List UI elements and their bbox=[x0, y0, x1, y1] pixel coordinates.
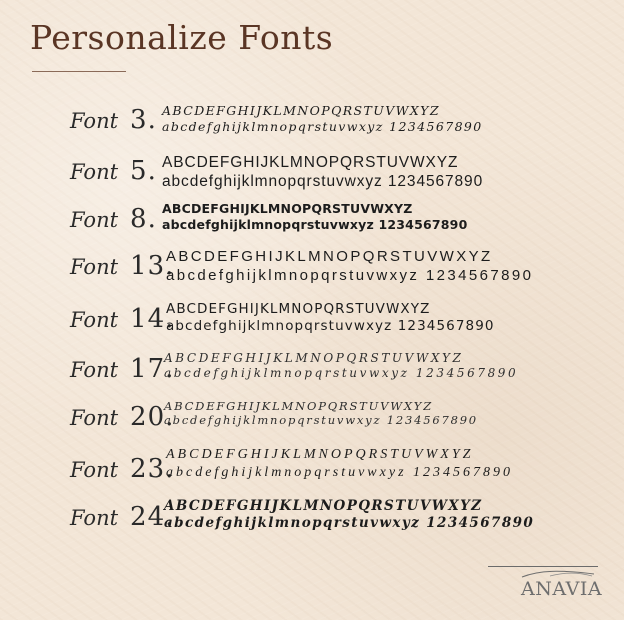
font-label: Font 8. bbox=[70, 204, 157, 234]
lowercase-sample: abcdefghijklmnopqrstuvwxyz 1234567890 bbox=[162, 216, 468, 232]
font-sample bbox=[162, 153, 483, 192]
font-label: Font 20. bbox=[70, 402, 175, 432]
lowercase-sample: abcdefghijklmnopqrstuvwxyz 1234567890 bbox=[164, 514, 535, 531]
font-number: 13. bbox=[130, 251, 175, 281]
uppercase-sample: ABCDEFGHIJKLMNOPQRSTUVWXYZ bbox=[166, 447, 474, 462]
font-label: Font 5. bbox=[70, 156, 157, 186]
font-label: Font 23. bbox=[70, 454, 175, 484]
font-number: 3. bbox=[130, 105, 157, 135]
uppercase-sample: ABCDEFGHIJKLMNOPQRSTUVWXYZ bbox=[164, 399, 433, 413]
brand-logo: ANAVIA bbox=[521, 578, 603, 600]
font-number: 5. bbox=[130, 156, 157, 186]
lowercase-sample: abcdefghijklmnopqrstuvwxyz 1234567890 bbox=[162, 173, 484, 191]
lowercase-sample: abcdefghijklmnopqrstuvwxyz 1234567890 bbox=[166, 464, 514, 480]
font-number: 23. bbox=[130, 454, 175, 484]
font-sample bbox=[162, 201, 467, 232]
uppercase-sample: ABCDEFGHIJKLMNOPQRSTUVWXYZ bbox=[164, 498, 483, 514]
font-number: 17. bbox=[130, 354, 175, 384]
font-sample bbox=[164, 498, 534, 532]
font-number: 8. bbox=[130, 204, 157, 234]
font-label: Font 17. bbox=[70, 354, 175, 384]
uppercase-sample: ABCDEFGHIJKLMNOPQRSTUVWXYZ bbox=[162, 154, 459, 171]
font-sample bbox=[166, 248, 533, 286]
font-sample bbox=[164, 351, 518, 381]
font-sample bbox=[164, 399, 478, 428]
font-label: Font 3. bbox=[70, 105, 157, 135]
lowercase-sample: abcdefghijklmnopqrstuvwxyz 1234567890 bbox=[164, 366, 519, 380]
uppercase-sample: ABCDEFGHIJKLMNOPQRSTUVWXYZ bbox=[162, 201, 413, 216]
lowercase-sample: abcdefghijklmnopqrstuvwxyz 1234567890 bbox=[162, 118, 483, 134]
font-label: Font 24. bbox=[70, 502, 175, 532]
font-sample bbox=[166, 301, 495, 335]
font-number: 14. bbox=[130, 304, 175, 334]
font-number: 24. bbox=[130, 502, 175, 532]
lowercase-sample: abcdefghijklmnopqrstuvwxyz 1234567890 bbox=[166, 266, 534, 284]
font-label: Font 14. bbox=[70, 304, 175, 334]
lowercase-sample: abcdefghijklmnopqrstuvwxyz 1234567890 bbox=[166, 317, 495, 334]
uppercase-sample: ABCDEFGHIJKLMNOPQRSTUVWXYZ bbox=[162, 103, 440, 118]
font-number: 20. bbox=[130, 402, 175, 432]
title-divider bbox=[32, 71, 126, 72]
page-title: Personalize Fonts bbox=[30, 18, 334, 57]
lowercase-sample: abcdefghijklmnopqrstuvwxyz 1234567890 bbox=[164, 413, 478, 428]
brand-divider bbox=[488, 566, 598, 567]
font-sample bbox=[162, 103, 483, 134]
font-label: Font 13. bbox=[70, 251, 175, 281]
uppercase-sample: ABCDEFGHIJKLMNOPQRSTUVWXYZ bbox=[166, 301, 431, 317]
font-sample bbox=[166, 446, 513, 481]
uppercase-sample: ABCDEFGHIJKLMNOPQRSTUVWXYZ bbox=[164, 351, 464, 365]
uppercase-sample: ABCDEFGHIJKLMNOPQRSTUVWXYZ bbox=[166, 248, 493, 265]
